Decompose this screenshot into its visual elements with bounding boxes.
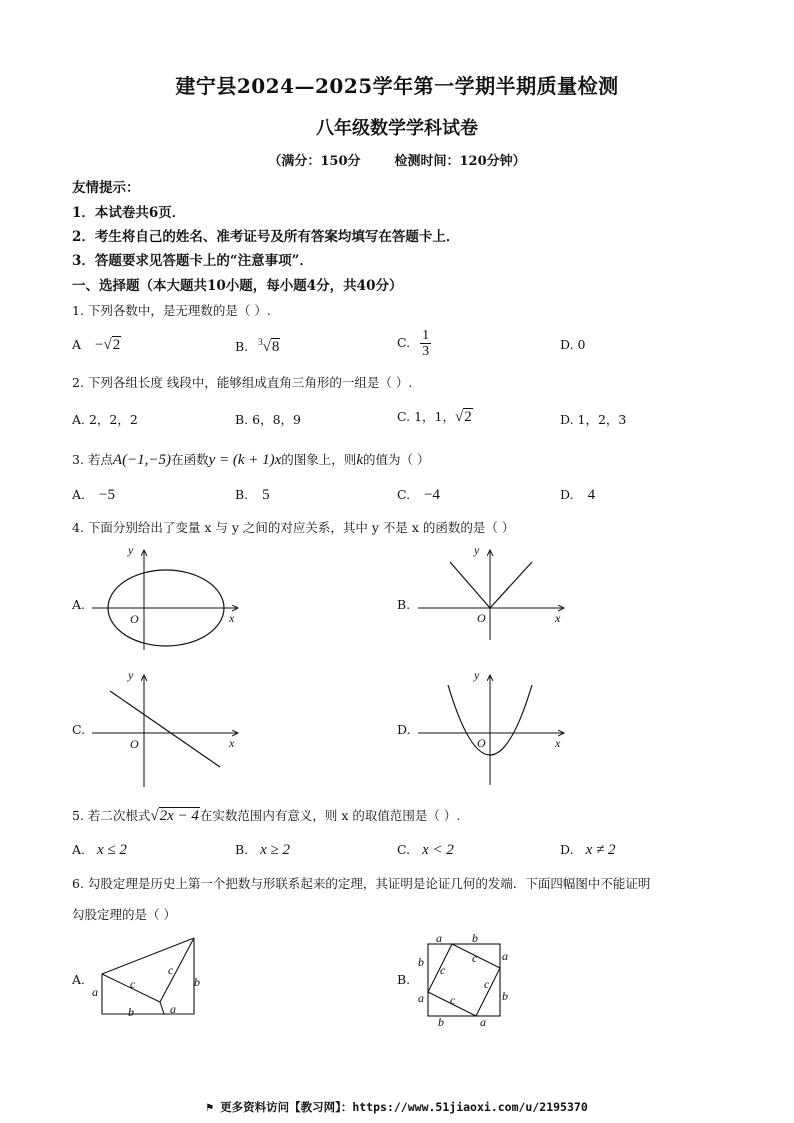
footer-link[interactable]: ⚑ 更多资料访问【教习网】：https://www.51jiaoxi.com/u/2195370 [206, 1100, 588, 1114]
question-2-stem: 2. 下列各组长度 线段中，能够组成直角三角形的一组是（ ）. [72, 375, 413, 390]
origin-label: O [130, 737, 139, 751]
q6-figure-b [410, 932, 520, 1027]
question-1-stem: 1. 下列各数中，是无理数的是（ ）. [72, 303, 271, 318]
side-a-label: a [436, 931, 442, 945]
side-b-label: b [502, 989, 508, 1003]
y-axis-label: y [474, 543, 480, 557]
q5-option-a: A. x ≤ 2 [72, 842, 127, 858]
full-score: （满分：150分 [268, 154, 361, 169]
question-3-stem: 3. 若点A(−1,−5)在函数y = (k + 1)x的图象上，则k的值为（ ） [72, 452, 430, 468]
tip-item: 2．考生将自己的姓名、准考证号及所有答案均填写在答题卡上． [72, 229, 460, 245]
q6-figure-a [88, 932, 218, 1022]
y-axis-label: y [128, 543, 134, 557]
x-axis-label: x [555, 611, 561, 625]
q4-graph-d [414, 665, 574, 790]
x-axis-label: x [555, 736, 561, 750]
q5-option-b: B. x ≥ 2 [235, 842, 291, 858]
q5-option-c: C. x < 2 [397, 842, 454, 858]
exam-info [0, 150, 794, 169]
side-c-label: c [440, 963, 446, 977]
side-a-label: a [418, 991, 424, 1005]
side-c-label: c [450, 993, 456, 1007]
q2-option-c: C. 1，1，√2 [397, 409, 472, 425]
tip-item: 3．答题要求见答题卡上的“注意事项”． [72, 253, 313, 269]
q4-label-c: C. [72, 722, 86, 737]
exam-title: 建宁县2024—2025学年第一学期半期质量检测 [175, 74, 619, 98]
q3-option-d: D. 4 [560, 487, 596, 503]
q6-label-a: A. [72, 972, 86, 987]
q5-option-d: D. x ≠ 2 [560, 842, 616, 858]
side-b-label: b [194, 975, 200, 989]
q3-option-c: C. −4 [397, 487, 441, 503]
q4-label-d: D. [397, 722, 411, 737]
q1-option-c: C. $\frac{1}{3}$ [397, 328, 430, 359]
q4-graph-c [88, 665, 248, 790]
side-c-label: c [472, 951, 478, 965]
side-c-label: c [130, 977, 136, 991]
q2-option-a: A. 2，2，2 [72, 412, 138, 427]
question-6-line1: 6. 勾股定理是历史上第一个把数与形联系起来的定理，其证明是论证几何的发端．下面四幅图中不能证明 [72, 876, 651, 891]
y-axis-label: y [128, 668, 134, 682]
flag-icon: ⚑ [206, 1100, 221, 1114]
side-b-label: b [128, 1005, 134, 1019]
side-a-label: a [480, 1015, 486, 1029]
q2-option-b: B. 6，8，9 [235, 412, 301, 427]
q6-label-b: B. [397, 972, 411, 987]
q3-option-b: B. 5 [235, 487, 270, 503]
x-axis-label: x [229, 611, 235, 625]
q1-option-d: D. 0 [560, 337, 586, 352]
q3-option-a: A. −5 [72, 487, 115, 503]
side-a-label: a [92, 985, 98, 999]
side-b-label: b [472, 931, 478, 945]
q4-graph-b [414, 540, 574, 655]
q4-label-b: B. [397, 597, 411, 612]
q2-option-d: D. 1，2，3 [560, 412, 627, 427]
exam-time: 检测时间：120分钟） [394, 154, 526, 169]
question-5-stem: 5. 若二次根式√2x − 4在实数范围内有意义，则 x 的取值范围是（ ）. [72, 808, 461, 824]
origin-label: O [477, 611, 486, 625]
side-b-label: b [438, 1015, 444, 1029]
side-b-label: b [418, 955, 424, 969]
q1-option-b: B. $^3$√8 [235, 337, 280, 355]
y-axis-label: y [474, 668, 480, 682]
tips-heading: 友情提示： [72, 180, 140, 196]
origin-label: O [477, 736, 486, 750]
side-c-label: c [484, 977, 490, 991]
origin-label: O [130, 612, 139, 626]
q4-label-a: A. [72, 597, 86, 612]
question-6-line2: 勾股定理的是（ ） [72, 907, 176, 922]
q4-graph-a [88, 540, 248, 655]
side-c-label: c [168, 963, 174, 977]
q1-option-a: A −√2 [72, 337, 121, 353]
question-4-stem: 4. 下面分别给出了变量 x 与 y 之间的对应关系，其中 y 不是 x 的函数的是（ ） [72, 520, 515, 535]
exam-subtitle: 八年级数学学科试卷 [316, 118, 478, 139]
tip-item: 1．本试卷共6页． [72, 205, 186, 221]
side-a-label: a [170, 1002, 176, 1016]
section-heading: 一、选择题（本大题共10小题，每小题4分，共40分） [72, 278, 403, 294]
x-axis-label: x [229, 736, 235, 750]
side-a-label: a [502, 949, 508, 963]
